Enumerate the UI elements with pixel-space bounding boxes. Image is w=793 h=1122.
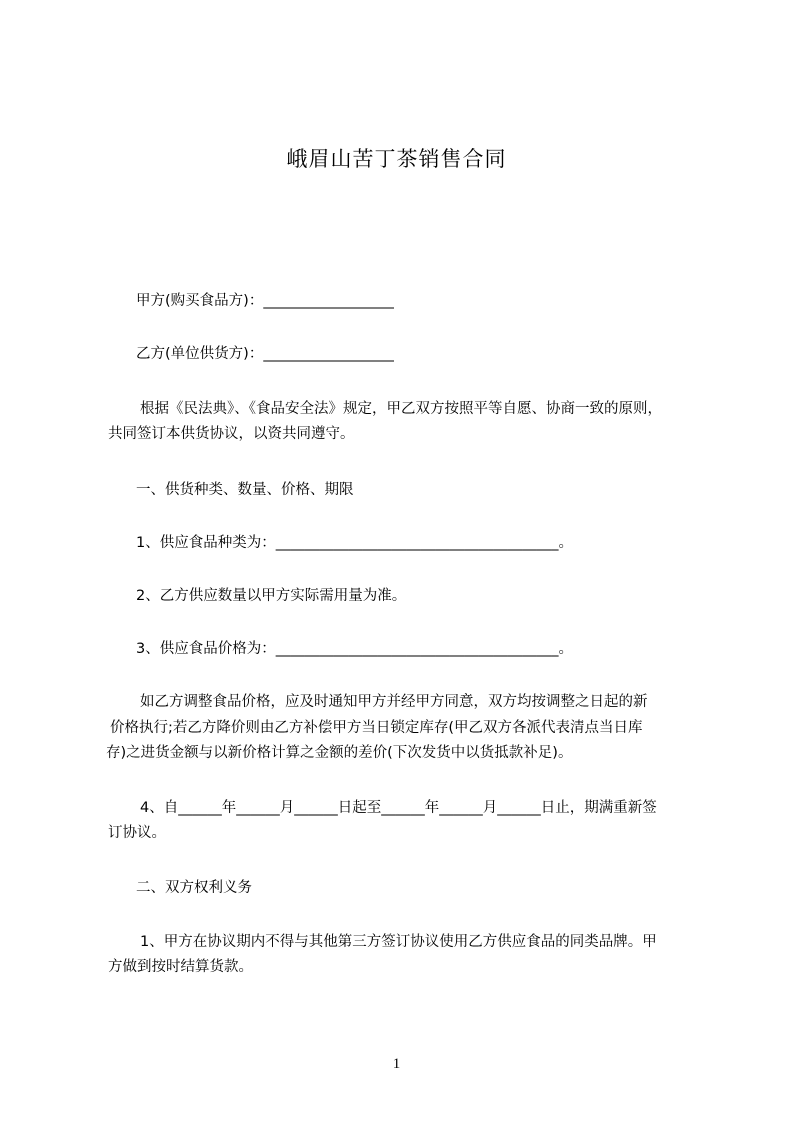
preamble-line-1: 根据《民法典》、《食品安全法》规定，甲乙双方按照平等自愿、协商一致的原则， bbox=[140, 401, 662, 417]
price-adjust-line-1: 如乙方调整食品价格，应及时通知甲方并经甲方同意，双方均按调整之日起的新 bbox=[140, 694, 648, 710]
section-1-heading: 一、供货种类、数量、价格、期限 bbox=[136, 482, 354, 498]
preamble-line-2: 共同签订本供货协议，以资共同遵守。 bbox=[108, 426, 355, 442]
item-2-quantity: 2、乙方供应数量以甲方实际需用量为准。 bbox=[136, 588, 407, 604]
price-adjust-line-2: 价格执行;若乙方降价则由乙方补偿甲方当日锁定库存(甲乙双方各派代表清点当日库 bbox=[110, 720, 643, 736]
item-4-term-line-2: 订协议。 bbox=[108, 825, 166, 841]
party-a-line: 甲方(购买食品方)：__________________ bbox=[136, 293, 394, 309]
right-1-line-1: 1、甲方在协议期内不得与其他第三方签订协议使用乙方供应食品的同类品牌。甲 bbox=[140, 934, 657, 950]
section-2-heading: 二、双方权利义务 bbox=[136, 880, 252, 896]
right-1-line-2: 方做到按时结算货款。 bbox=[108, 959, 253, 975]
page-number: 1 bbox=[392, 1056, 401, 1072]
item-1-food-type: 1、供应食品种类为：_______________________________________。 bbox=[136, 535, 573, 551]
document-title: 峨眉山苦丁茶销售合同 bbox=[286, 147, 507, 171]
item-3-price: 3、供应食品价格为：_______________________________________。 bbox=[136, 641, 573, 657]
party-b-line: 乙方(单位供货方)：__________________ bbox=[136, 346, 394, 362]
item-4-term-line-1: 4、自______年______月______日起至______年______月______日止，期满重新签 bbox=[140, 800, 657, 816]
price-adjust-line-3: 存)之进货金额与以新价格计算之金额的差价(下次发货中以货抵款补足)。 bbox=[106, 745, 573, 761]
